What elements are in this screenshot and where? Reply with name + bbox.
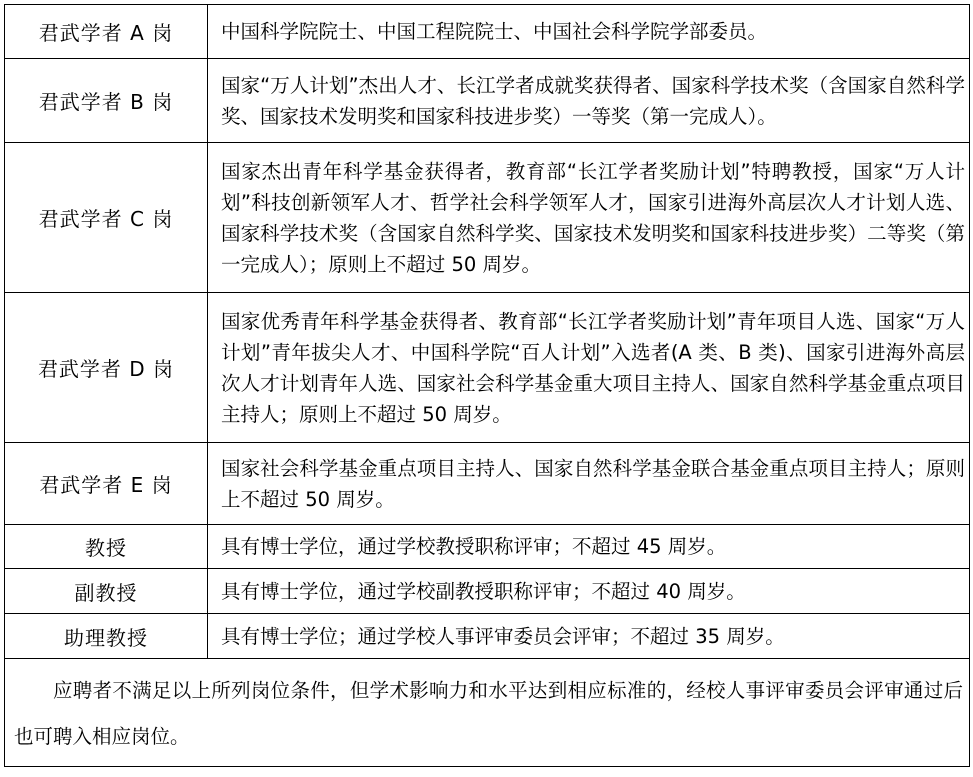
table-row (5, 614, 970, 659)
table-row (5, 5, 970, 59)
position-requirement: 中国科学院院士、中国工程院院士、中国社会科学院学部委员。 (208, 5, 970, 59)
position-requirement: 国家杰出青年科学基金获得者，教育部“长江学者奖励计划”特聘教授，国家“万人计划”科技创新领军人才、哲学社会科学领军人才，国家引进海外高层次人才计划人选、国家科学技术奖（含国家自然科学奖、国家技术发明奖和国家科技进步奖）二等奖（第一完成人）；原则上不超过 50 周岁。 (208, 143, 970, 293)
position-requirement: 国家社会科学基金重点项目主持人、国家自然科学基金联合基金重点项目主持人；原则上不超过 50 周岁。 (208, 443, 970, 525)
position-requirement: 国家优秀青年科学基金获得者、教育部“长江学者奖励计划”青年项目人选、国家“万人计划”青年拔尖人才、中国科学院“百人计划”入选者(A 类、B 类)、国家引进海外高层次人才计划青年人选、国家社会科学基金重大项目主持人、国家自然科学基金重点项目主持人；原则上不超过 50 周岁。 (208, 293, 970, 443)
position-title: 君武学者 D 岗 (5, 293, 208, 443)
position-requirement: 具有博士学位；通过学校人事评审委员会评审；不超过 35 周岁。 (208, 614, 970, 659)
table-row (5, 443, 970, 525)
note-row (5, 659, 970, 767)
position-requirements-table (4, 4, 970, 767)
position-title: 教授 (5, 525, 208, 569)
position-title: 副教授 (5, 569, 208, 614)
position-requirement: 具有博士学位，通过学校副教授职称评审；不超过 40 周岁。 (208, 569, 970, 614)
position-title: 君武学者 E 岗 (5, 443, 208, 525)
table-row (5, 525, 970, 569)
table-row (5, 293, 970, 443)
note-text: 应聘者不满足以上所列岗位条件，但学术影响力和水平达到相应标准的，经校人事评审委员会评审通过后也可聘入相应岗位。 (14, 679, 963, 748)
position-title: 助理教授 (5, 614, 208, 659)
position-title: 君武学者 A 岗 (5, 5, 208, 59)
table-row (5, 59, 970, 143)
table-row (5, 569, 970, 614)
position-title: 君武学者 C 岗 (5, 143, 208, 293)
position-requirement: 具有博士学位，通过学校教授职称评审；不超过 45 周岁。 (208, 525, 970, 569)
position-requirement: 国家“万人计划”杰出人才、长江学者成就奖获得者、国家科学技术奖（含国家自然科学奖、国家技术发明奖和国家科技进步奖）一等奖（第一完成人）。 (208, 59, 970, 143)
position-title: 君武学者 B 岗 (5, 59, 208, 143)
table-row (5, 143, 970, 293)
note-cell (5, 659, 970, 767)
